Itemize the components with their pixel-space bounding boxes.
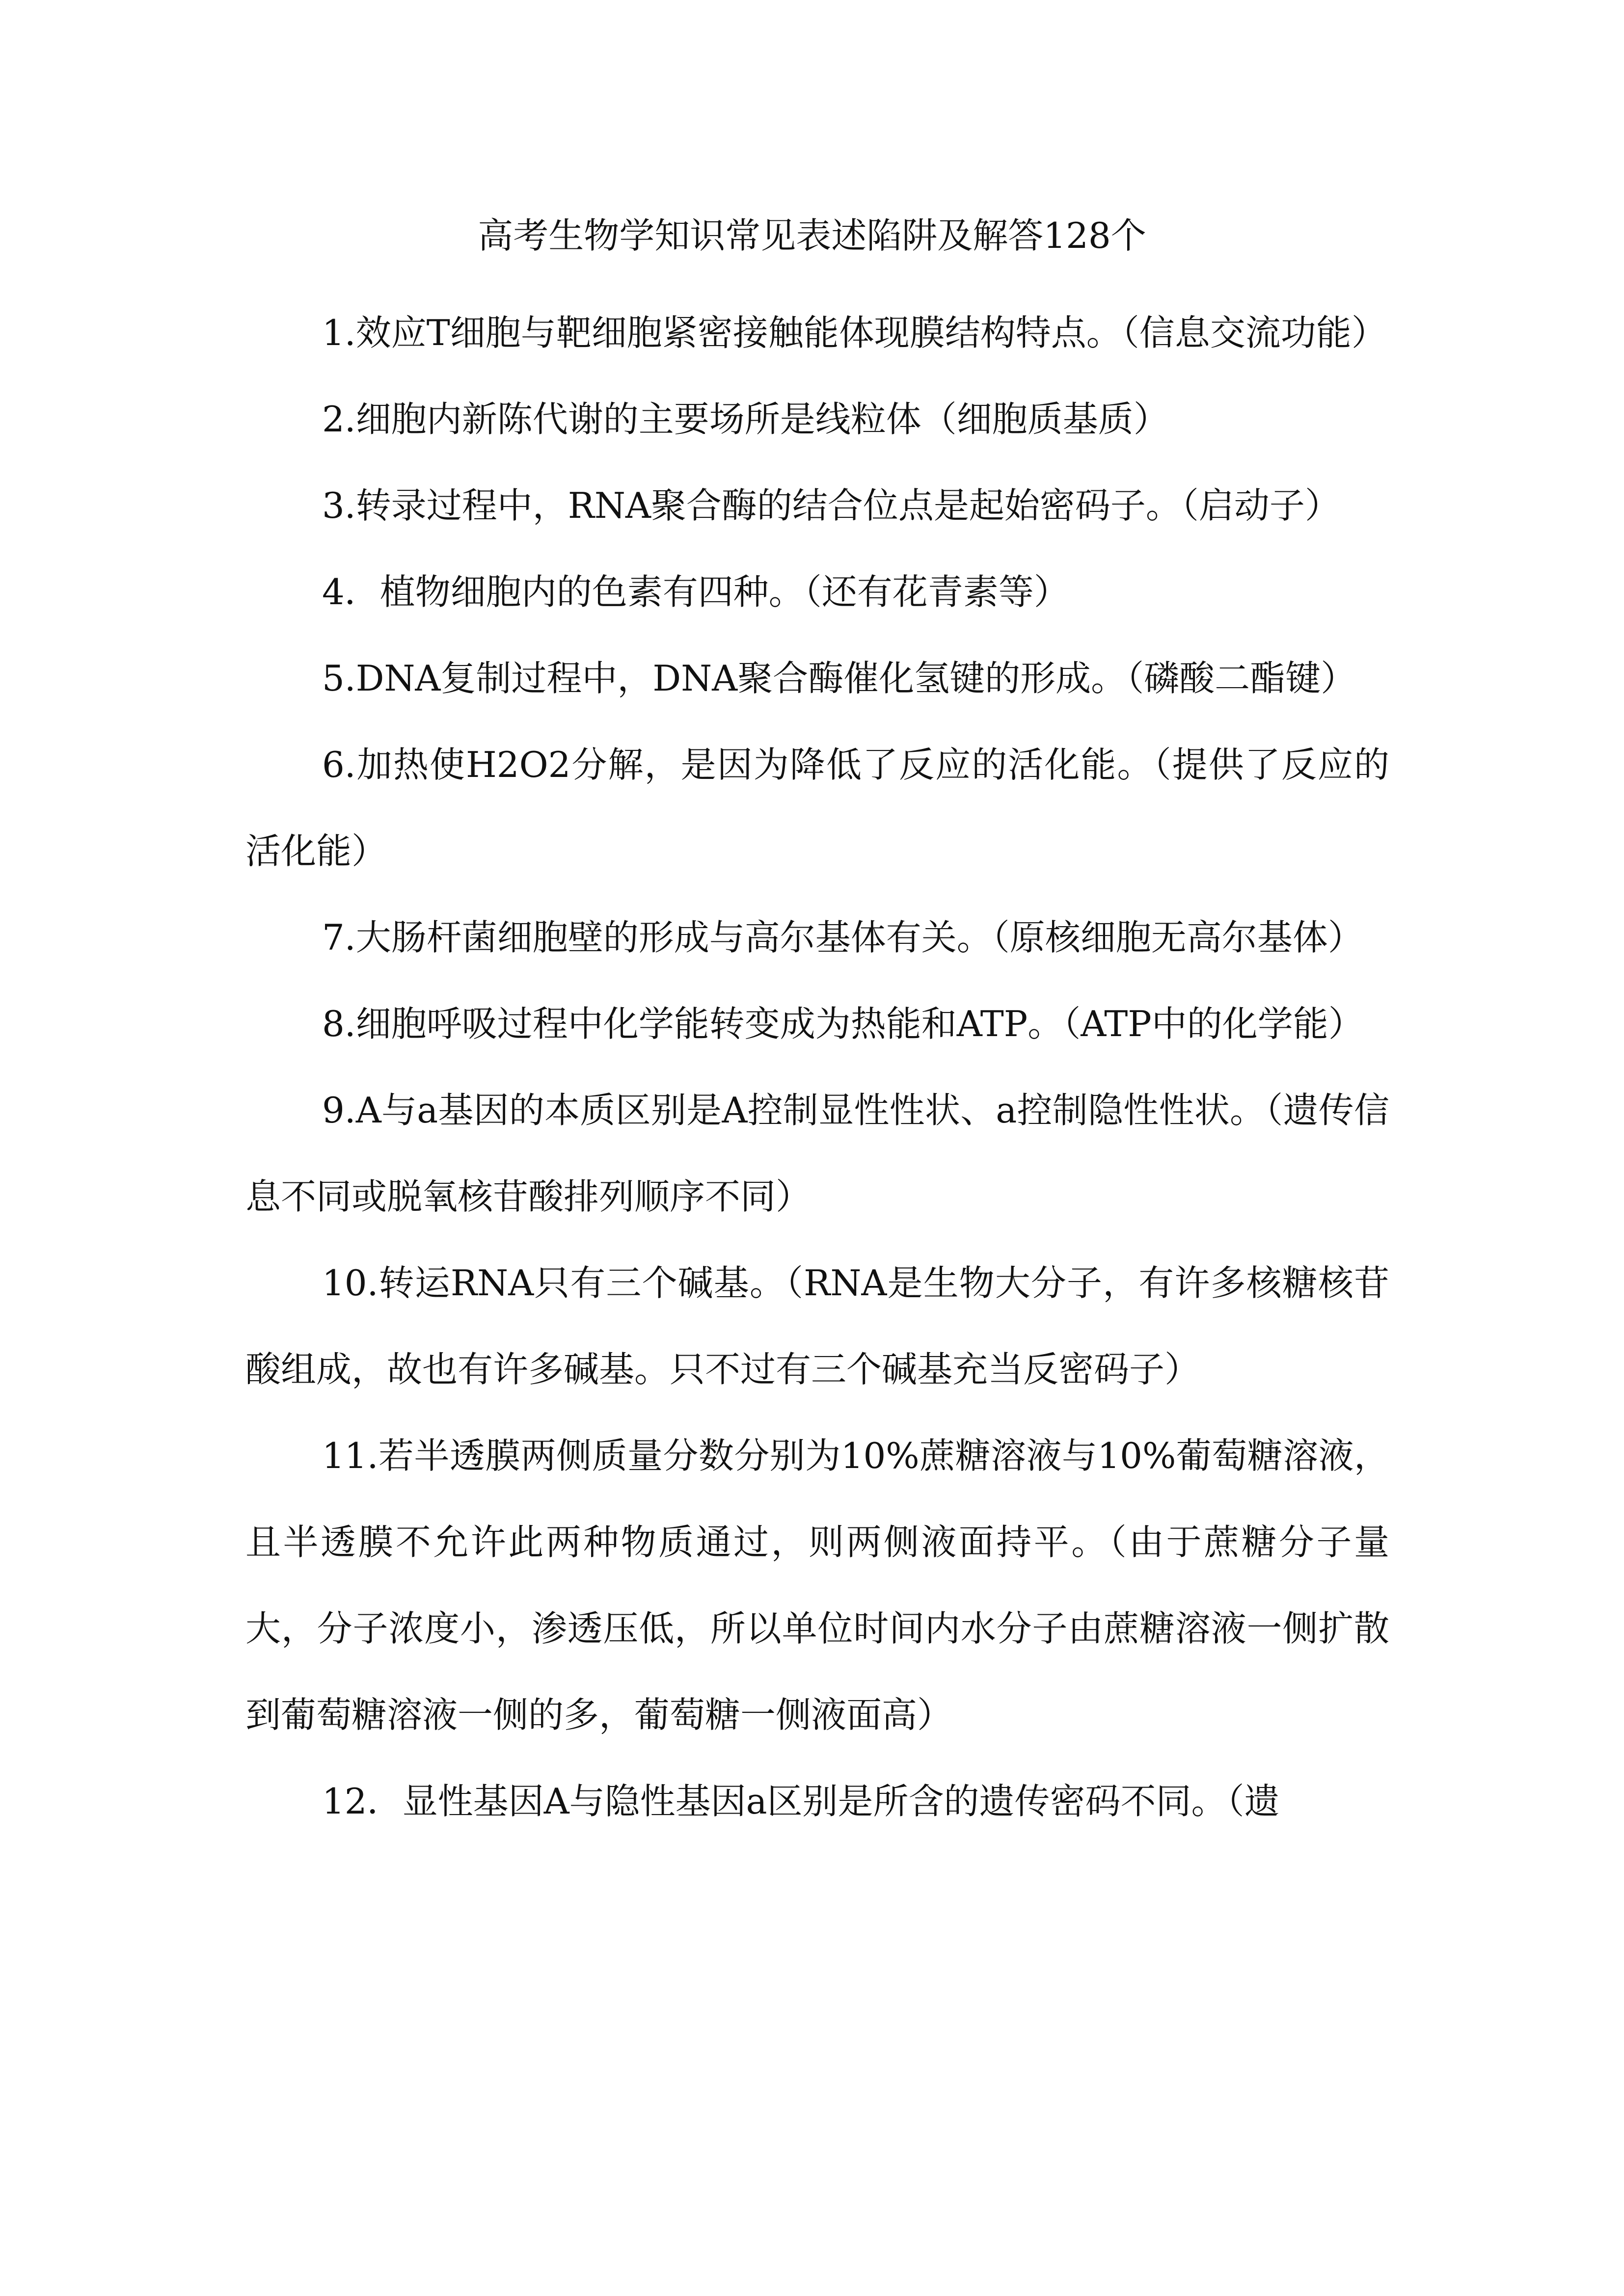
document-body [245, 290, 1389, 1844]
list-item: 7.大肠杆菌细胞壁的形成与高尔基体有关。（原核细胞无高尔基体） [322, 917, 1363, 958]
list-item: 1.效应T细胞与靶细胞紧密接触能体现膜结构特点。（信息交流功能） [322, 312, 1387, 353]
list-item: 3.转录过程中，RNA聚合酶的结合位点是起始密码子。（启动子） [322, 485, 1340, 526]
list-item: 11.若半透膜两侧质量分数分别为10%蔗糖溶液与10%葡萄糖溶液，且半透膜不允许此两种物质通过，则两侧液面持平。（由于蔗糖分子量大，分子浓度小，渗透压低，所以单位时间内水分子由蔗糖溶液一侧扩散到葡萄糖溶液一侧的多，葡萄糖一侧液面高） [245, 1435, 1389, 1735]
list-item: 4．植物细胞内的色素有四种。（还有花青素等） [322, 571, 1069, 613]
list-item: 9.A与a基因的本质区别是A控制显性性状、a控制隐性性状。（遗传信息不同或脱氧核苷酸排列顺序不同） [245, 1090, 1389, 1217]
list-item: 2.细胞内新陈代谢的主要场所是线粒体（细胞质基质） [322, 399, 1169, 440]
list-item: 8.细胞呼吸过程中化学能转变成为热能和ATP。（ATP中的化学能） [322, 1003, 1364, 1044]
document-title: 高考生物学知识常见表述陷阱及解答128个 [478, 215, 1146, 256]
list-item: 6.加热使H2O2分解，是因为降低了反应的活化能。（提供了反应的活化能） [245, 744, 1389, 872]
list-item: 12．显性基因A与隐性基因a区别是所含的遗传密码不同。（遗 [322, 1781, 1280, 1822]
list-item: 10.转运RNA只有三个碱基。（RNA是生物大分子，有许多核糖核苷酸组成，故也有许多碱基。只不过有三个碱基充当反密码子） [245, 1262, 1389, 1390]
list-item: 5.DNA复制过程中，DNA聚合酶催化氢键的形成。（磷酸二酯键） [322, 658, 1356, 699]
